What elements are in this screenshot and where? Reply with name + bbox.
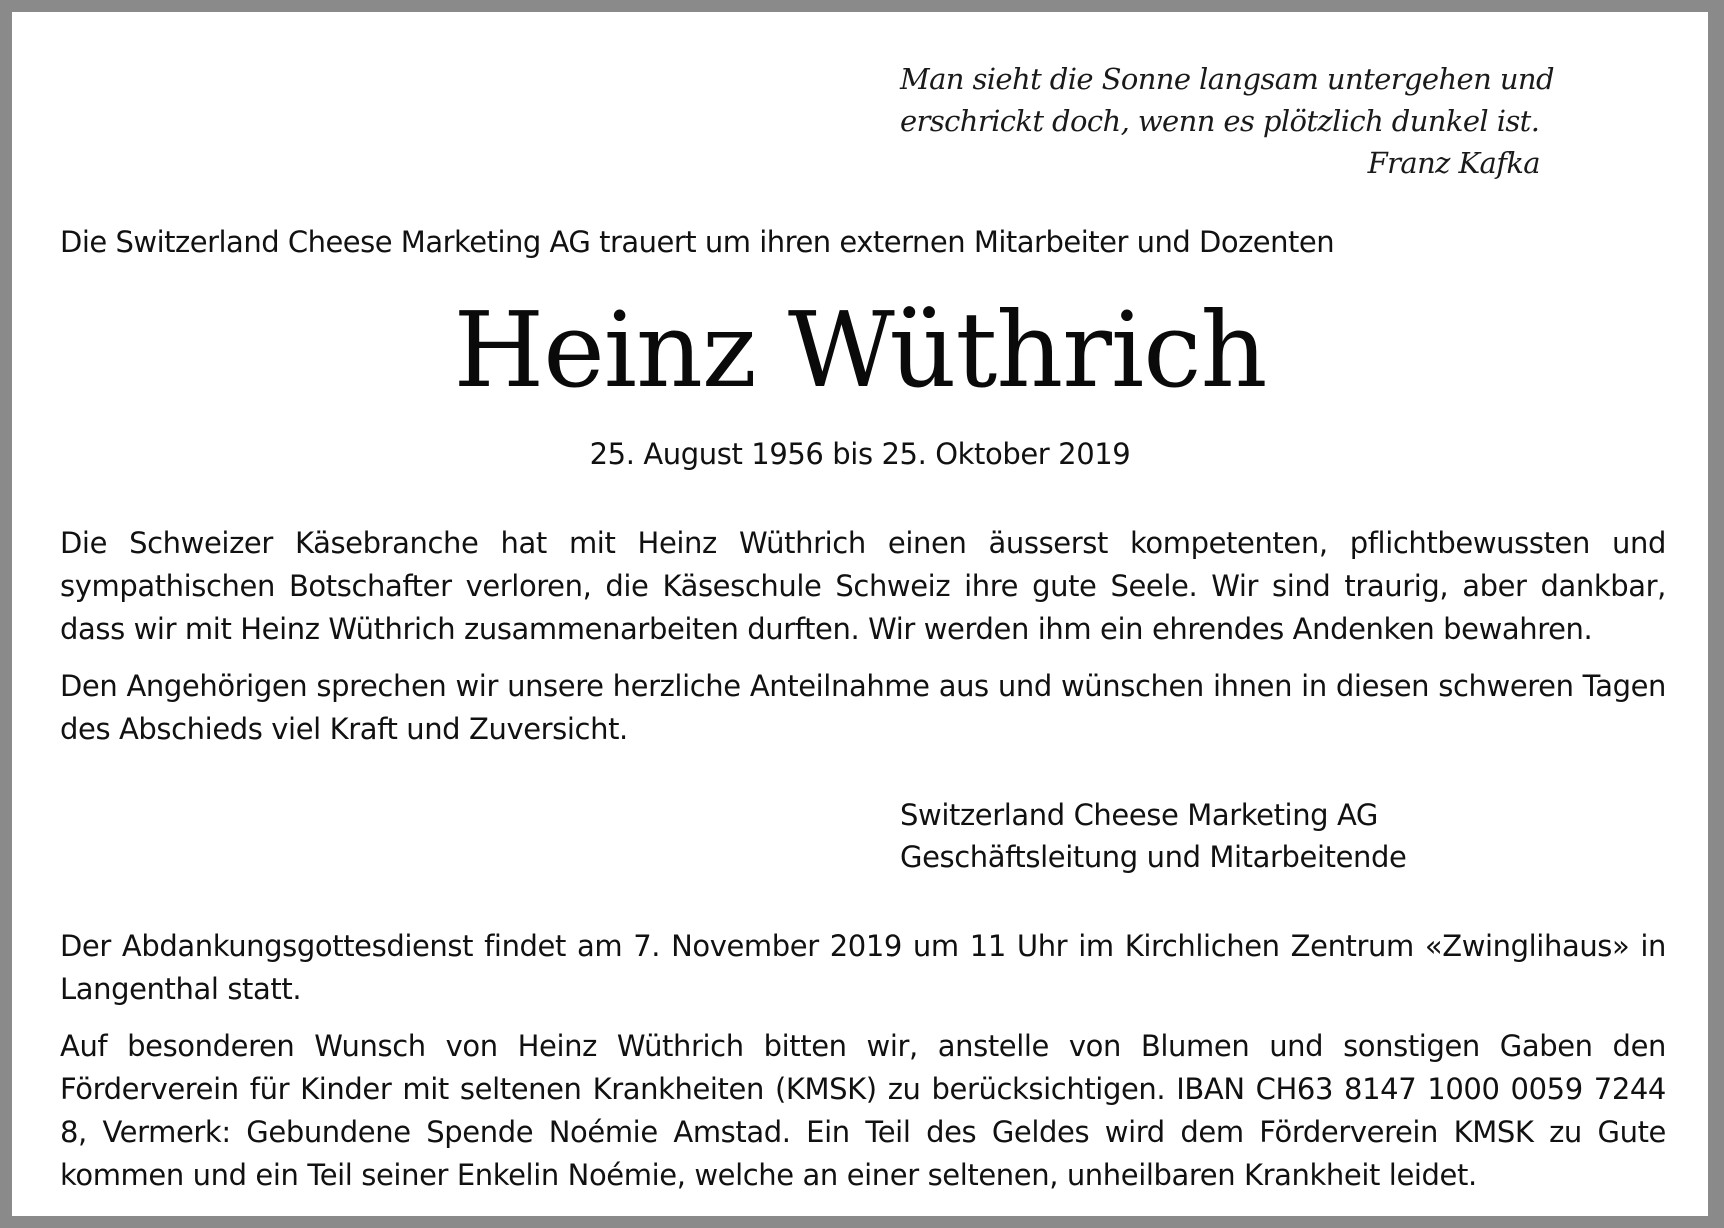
donation-paragraph: Auf besonderen Wunsch von Heinz Wüthrich bitten wir, anstelle von Blumen und sonstigen Gaben den Förderverein für Kinder mit seltenen Krankheiten (KMSK) zu berücksichtigen. IBAN CH63 8147 1000 0059 7244 8, Vermerk: Gebundene Spende Noémie Amstad. Ein Teil des Geldes wird dem Förderverein KMSK zu Gute kommen und ein Teil seiner Enkelin Noémie, welche an einer seltenen, unheilbaren Krankheit leidet. bbox=[60, 1029, 1666, 1192]
deceased-name: Heinz Wüthrich bbox=[453, 289, 1267, 411]
tribute-paragraph: Die Schweizer Käsebranche hat mit Heinz Wüthrich einen äusserst kompetenten, pflichtbewussten und sympathischen Botschafter verloren, die Käseschule Schweiz ihre gute Seele. Wir sind traurig, aber dankbar, dass wir mit Heinz Wüthrich zusammenarbeiten durften. Wir werden ihm ein ehrendes Andenken bewahren. bbox=[60, 526, 1666, 646]
quote-line-1: Man sieht die Sonne langsam untergehen und bbox=[900, 62, 1554, 96]
quote-line-2: erschrickt doch, wenn es plötzlich dunkel ist. bbox=[900, 104, 1540, 138]
signature-block bbox=[900, 794, 1407, 878]
signature-team: Geschäftsleitung und Mitarbeitende bbox=[900, 840, 1407, 874]
quote-author: Franz Kafka bbox=[1367, 146, 1540, 180]
kafka-quote bbox=[900, 58, 1554, 184]
signature-company: Switzerland Cheese Marketing AG bbox=[900, 798, 1379, 832]
service-paragraph: Der Abdankungsgottesdienst findet am 7. November 2019 um 11 Uhr im Kirchlichen Zentrum «Zwinglihaus» in Langenthal statt. bbox=[60, 929, 1666, 1006]
condolence-paragraph: Den Angehörigen sprechen wir unsere herzliche Anteilnahme aus und wünschen ihnen in diesen schweren Tagen des Abschieds viel Kraft und Zuversicht. bbox=[60, 669, 1666, 746]
obituary-notice bbox=[12, 12, 1708, 1216]
intro-line: Die Switzerland Cheese Marketing AG trauert um ihren externen Mitarbeiter und Dozenten bbox=[60, 225, 1335, 259]
life-dates: 25. August 1956 bis 25. Oktober 2019 bbox=[589, 437, 1131, 471]
